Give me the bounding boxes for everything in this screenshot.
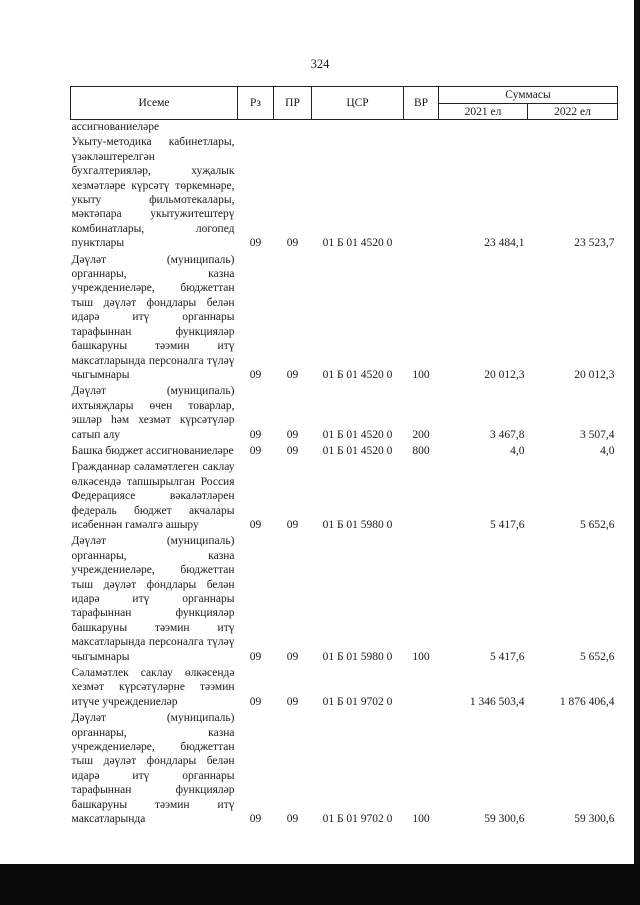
row-csr: 01 Б 01 4520 0 <box>322 237 393 250</box>
row-vr: 100 <box>412 650 430 663</box>
header-csr: ЦСР <box>312 87 404 120</box>
row-csr: 01 Б 01 9702 0 <box>322 813 393 826</box>
row-csr: 01 Б 01 9702 0 <box>322 695 393 708</box>
row-pr: 09 <box>286 237 299 250</box>
row-rz: 09 <box>249 444 262 457</box>
table-header-row <box>71 87 618 104</box>
row-pr: 09 <box>286 650 299 663</box>
row-amount-2021: 23 484,1 <box>484 237 525 250</box>
row-amount-2022: 23 523,7 <box>574 237 615 250</box>
row-amount-2022: 5 652,6 <box>580 518 615 531</box>
row-name: Дәүләт (муниципаль) органнары, казна учреждениеләре, бюджеттан тыш дәүләт фондлары белән идарә итү органнары тарафыннан функцияләр башкаруны тәэмин итү максатларында <box>71 712 235 826</box>
table-row <box>71 534 618 666</box>
header-vr: ВР <box>404 87 439 120</box>
row-vr <box>404 460 439 534</box>
budget-table <box>70 86 618 829</box>
row-name: ассигнованиеләре <box>71 121 160 133</box>
table-row <box>71 444 618 460</box>
header-year-2021: 2021 ел <box>439 104 528 120</box>
row-vr <box>404 666 439 711</box>
row-amount-2022: 3 507,4 <box>580 428 615 441</box>
row-rz: 09 <box>249 518 262 531</box>
row-csr: 01 Б 01 5980 0 <box>322 650 393 663</box>
row-csr: 01 Б 01 4520 0 <box>322 444 393 457</box>
row-pr: 09 <box>286 813 299 826</box>
row-pr: 09 <box>286 444 299 457</box>
row-pr: 09 <box>286 518 299 531</box>
row-rz: 09 <box>249 650 262 663</box>
header-name: Исеме <box>71 87 238 120</box>
row-vr <box>404 135 439 252</box>
row-csr: 01 Б 01 5980 0 <box>322 518 393 531</box>
row-name: Дәүләт (муниципаль) ихтыяҗлары өчен товарлар, эшләр һәм хезмәт күрсәтүләр сатып алу <box>71 385 235 441</box>
table-row <box>71 253 618 385</box>
table-row <box>71 666 618 711</box>
row-rz: 09 <box>249 368 262 381</box>
row-amount-2021 <box>439 120 528 136</box>
row-amount-2021: 5 417,6 <box>490 518 525 531</box>
row-amount-2021: 59 300,6 <box>484 813 525 826</box>
row-rz <box>238 120 274 136</box>
row-name: Сәламәтлек саклау өлкәсендә хезмәт күрсәтүләрне тәэмин итүче учреждениеләр <box>71 667 235 708</box>
row-name: Дәүләт (муниципаль) органнары, казна учреждениеләре, бюджеттан тыш дәүләт фондлары белән идарә итү органнары тарафыннан функцияләр башкаруны тәэмин итү максатларында персоналга түләү чыгымнары <box>71 253 235 381</box>
row-vr <box>404 120 439 136</box>
scan-edge-shadow <box>634 0 640 864</box>
scan-bottom-bar <box>0 864 640 905</box>
table-row <box>71 460 618 534</box>
row-amount-2022: 59 300,6 <box>574 813 615 826</box>
table-row <box>71 120 618 136</box>
row-amount-2022: 20 012,3 <box>574 368 615 381</box>
row-pr: 09 <box>286 695 299 708</box>
row-vr: 800 <box>412 444 430 457</box>
row-rz: 09 <box>249 813 262 826</box>
page-number: 324 <box>310 57 330 71</box>
row-amount-2021: 5 417,6 <box>490 650 525 663</box>
row-csr: 01 Б 01 4520 0 <box>322 428 393 441</box>
row-vr: 100 <box>412 368 430 381</box>
row-amount-2022: 1 876 406,4 <box>559 695 615 708</box>
row-rz: 09 <box>249 428 262 441</box>
row-name: Укыту-методика кабинетлары, үзәкләштерелгән бухгалтерияләр, хуҗалык хезмәтләре күрсәтү төркемнәре, укыту фильмотекалары, мәктәпара укытужитештерү комбинатлары, логопед пунктлары <box>71 136 235 250</box>
header-pr: ПР <box>274 87 312 120</box>
row-amount-2021: 20 012,3 <box>484 368 525 381</box>
row-amount-2022: 4,0 <box>600 444 615 457</box>
header-year-2022: 2022 ел <box>528 104 618 120</box>
row-pr: 09 <box>286 368 299 381</box>
row-pr <box>274 120 312 136</box>
row-name: Дәүләт (муниципаль) органнары, казна учреждениеләре, бюджеттан тыш дәүләт фондлары белән идарә итү органнары тарафыннан функцияләр башкаруны тәэмин итү максатларында персоналга түләү чыгымнары <box>71 535 235 663</box>
row-amount-2022 <box>528 120 618 136</box>
row-vr: 100 <box>412 813 430 826</box>
row-csr: 01 Б 01 4520 0 <box>322 368 393 381</box>
row-name: Башка бюджет ассигнованиеләре <box>71 444 234 457</box>
header-sums: Суммасы <box>439 87 618 104</box>
row-rz: 09 <box>249 695 262 708</box>
row-amount-2021: 1 346 503,4 <box>469 695 525 708</box>
row-pr: 09 <box>286 428 299 441</box>
row-name: Гражданнар сәламәтлеген саклау өлкәсендә тапшырылган Россия Федерациясе вәкаләтләрен федераль бюджет акчалары исәбеннән гамәлгә ашыру <box>71 461 235 531</box>
table-row <box>71 135 618 252</box>
table-row <box>71 711 618 828</box>
row-vr: 200 <box>412 428 430 441</box>
row-amount-2021: 3 467,8 <box>490 428 525 441</box>
table-row <box>71 384 618 444</box>
header-rz: Рз <box>238 87 274 120</box>
row-rz: 09 <box>249 237 262 250</box>
row-csr <box>312 120 404 136</box>
row-amount-2021: 4,0 <box>510 444 525 457</box>
row-amount-2022: 5 652,6 <box>580 650 615 663</box>
